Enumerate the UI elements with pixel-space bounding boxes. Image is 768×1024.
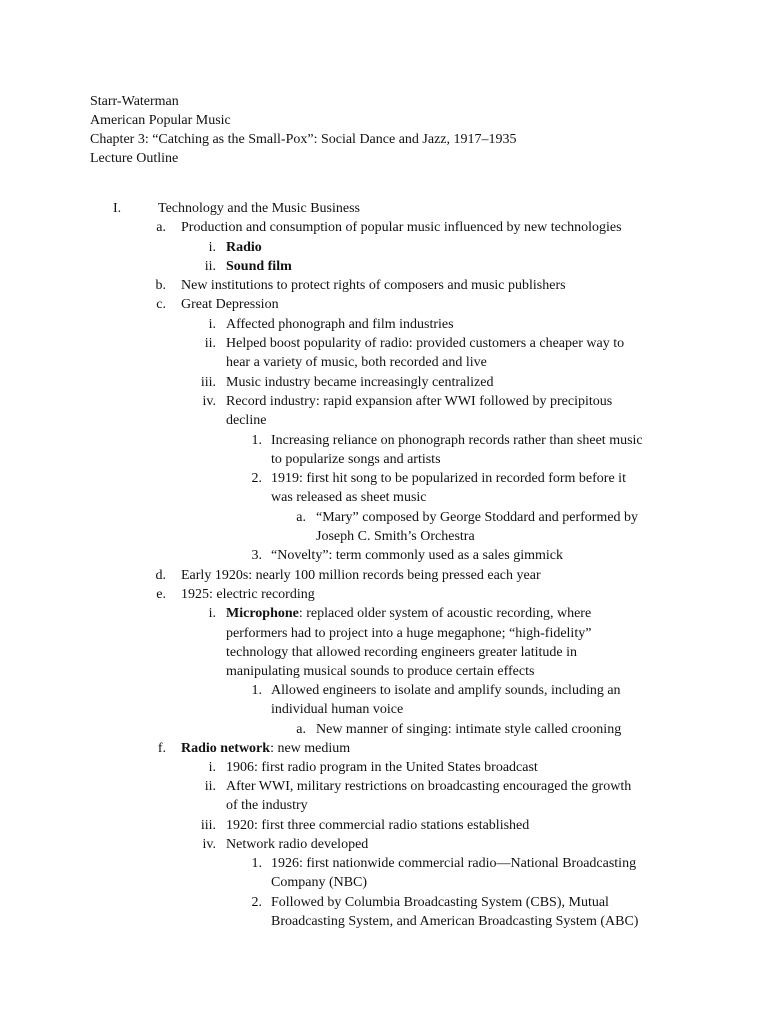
- list-marker: 1.: [251, 856, 262, 871]
- chapter-title: Chapter 3: “Catching as the Small-Pox”: Social Dance and Jazz, 1917–1935: [90, 132, 517, 147]
- list-item-text: Sound film: [226, 259, 292, 274]
- list-item-text: manipulating musical sounds to produce certain effects: [226, 664, 535, 679]
- list-item-text: Joseph C. Smith’s Orchestra: [316, 529, 475, 544]
- list-item-text: to popularize songs and artists: [271, 452, 441, 467]
- list-marker: e.: [156, 587, 166, 602]
- term-definition: : replaced older system of acoustic recording, where: [298, 606, 592, 621]
- list-item-text: Music industry became increasingly centralized: [226, 375, 494, 390]
- list-item-text: 1925: electric recording: [181, 587, 315, 602]
- section-title: Technology and the Music Business: [158, 201, 360, 216]
- list-marker: 2.: [251, 471, 262, 486]
- list-item-text: “Mary” composed by George Stoddard and performed by: [316, 510, 639, 525]
- list-marker: c.: [156, 297, 166, 312]
- list-item-text: Network radio developed: [226, 837, 369, 852]
- list-marker: a.: [156, 220, 166, 235]
- term-definition: : new medium: [270, 741, 351, 756]
- list-item-text: Allowed engineers to isolate and amplify sounds, including an: [271, 683, 621, 698]
- book-title: American Popular Music: [90, 113, 231, 128]
- list-marker: iii.: [200, 818, 216, 833]
- list-item-text: hear a variety of music, both recorded and live: [226, 355, 487, 370]
- list-marker: 2.: [251, 895, 262, 910]
- list-marker: f.: [157, 741, 166, 756]
- list-marker: ii.: [204, 779, 216, 794]
- list-marker: iii.: [200, 375, 216, 390]
- list-item-text: 1920: first three commercial radio stations established: [226, 818, 530, 833]
- list-item-text: Increasing reliance on phonograph records rather than sheet music: [271, 433, 643, 448]
- list-item-text: individual human voice: [271, 702, 404, 717]
- section-marker: I.: [113, 201, 122, 216]
- list-marker: a.: [296, 510, 306, 525]
- list-marker: d.: [155, 568, 166, 583]
- list-item-text: Company (NBC): [271, 875, 368, 890]
- list-item-text: “Novelty”: term commonly used as a sales gimmick: [271, 548, 563, 563]
- list-item-text: technology that allowed recording engineers greater latitude in: [226, 645, 578, 660]
- list-item-text: Record industry: rapid expansion after WWI followed by precipitous: [226, 394, 613, 409]
- list-marker: i.: [208, 606, 216, 621]
- term-microphone: Microphone: [226, 606, 299, 621]
- list-marker: b.: [155, 278, 166, 293]
- list-item-text: was released as sheet music: [271, 490, 427, 505]
- list-item-text: Production and consumption of popular music influenced by new technologies: [181, 220, 622, 235]
- list-item-text: 1926: first nationwide commercial radio—National Broadcasting: [271, 856, 637, 871]
- term-radio-network: Radio network: [181, 741, 271, 756]
- list-item-text: Broadcasting System, and American Broadcasting System (ABC): [271, 914, 639, 929]
- list-item-text: After WWI, military restrictions on broadcasting encouraged the growth: [226, 779, 632, 794]
- list-item-text: Followed by Columbia Broadcasting System (CBS), Mutual: [271, 895, 609, 910]
- list-marker: i.: [208, 240, 216, 255]
- list-marker: iv.: [202, 394, 216, 409]
- list-item-text: [181, 739, 350, 758]
- list-item-text: 1906: first radio program in the United States broadcast: [226, 760, 538, 775]
- list-item-text: New institutions to protect rights of composers and music publishers: [181, 278, 566, 293]
- list-item-text: of the industry: [226, 798, 308, 813]
- author-line: Starr-Waterman: [90, 94, 179, 109]
- list-marker: i.: [208, 317, 216, 332]
- list-item-text: Affected phonograph and film industries: [226, 317, 454, 332]
- list-marker: 3.: [251, 548, 262, 563]
- document-type: Lecture Outline: [90, 151, 179, 166]
- list-item-text: Radio: [226, 240, 262, 255]
- list-marker: 1.: [251, 683, 262, 698]
- list-item-text: performers had to project into a huge megaphone; “high-fidelity”: [226, 626, 592, 641]
- list-marker: 1.: [251, 433, 262, 448]
- list-item-text: decline: [226, 413, 267, 428]
- list-item-text: Great Depression: [181, 297, 279, 312]
- list-item-text: [226, 604, 591, 623]
- list-item-text: New manner of singing: intimate style called crooning: [316, 722, 622, 737]
- list-item-text: 1919: first hit song to be popularized in recorded form before it: [271, 471, 626, 486]
- list-marker: ii.: [204, 336, 216, 351]
- list-marker: a.: [296, 722, 306, 737]
- list-marker: iv.: [202, 837, 216, 852]
- list-item-text: Early 1920s: nearly 100 million records being pressed each year: [181, 568, 541, 583]
- list-marker: ii.: [204, 259, 216, 274]
- list-marker: i.: [208, 760, 216, 775]
- list-item-text: Helped boost popularity of radio: provided customers a cheaper way to: [226, 336, 625, 351]
